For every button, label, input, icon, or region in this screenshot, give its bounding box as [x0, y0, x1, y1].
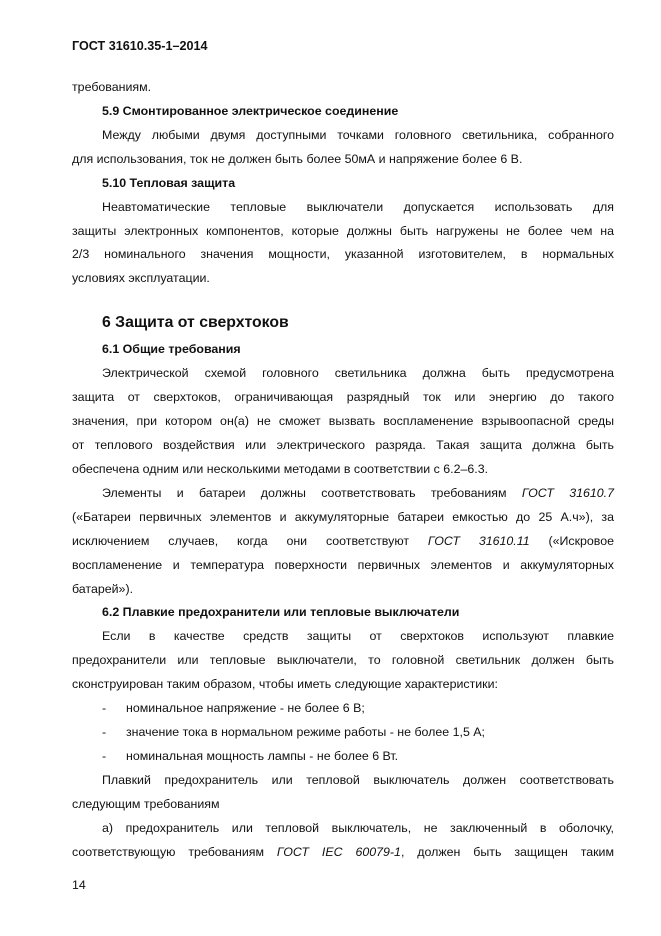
subsection-heading-6-1: 6.1 Общие требования	[102, 342, 241, 356]
standard-reference: ГОСТ IEC 60079-1	[276, 845, 401, 859]
list-marker: -	[102, 749, 107, 763]
text-line: Плавкий предохранитель или тепловой выключатель должен соответствовать	[102, 773, 614, 787]
text-line: Неавтоматические тепловые выключатели допускается использовать для	[102, 200, 614, 214]
text-line: Элементы и батареи должны соответствовать требованиям ГОСТ 31610.7	[102, 486, 614, 500]
standard-reference: ГОСТ 31610.11	[427, 534, 530, 548]
text-line: от теплового воздействия или электрического разряда. Такая защита должна быть	[72, 438, 614, 452]
subsection-heading-6-2: 6.2 Плавкие предохранители или тепловые выключатели	[102, 605, 460, 619]
section-heading-6: 6 Защита от сверхтоков	[102, 314, 289, 331]
text-line: Электрической схемой головного светильника должна быть предусмотрена	[102, 366, 614, 380]
text-line: Между любыми двумя доступными точками головного светильника, собранного	[102, 128, 614, 142]
text-line: защиты электронных компонентов, которые должны быть нагружены не более чем на	[72, 224, 614, 238]
text-line: батарей»).	[72, 582, 134, 596]
page-header: ГОСТ 31610.35-1–2014	[72, 39, 208, 53]
page-number: 14	[72, 878, 86, 892]
text-line: соответствующую требованиям ГОСТ IEC 60079-1, должен быть защищен таким	[72, 845, 614, 859]
paragraph-continuation: требованиям.	[72, 80, 152, 94]
text-line: 2/3 номинального значения мощности, указанной изготовителем, в нормальных	[72, 247, 614, 261]
text-line: предохранители или тепловые выключатели, то головной светильник должен быть	[72, 653, 614, 667]
subsection-heading-5-10: 5.10 Тепловая защита	[102, 176, 236, 190]
subsection-heading-5-9: 5.9 Смонтированное электрическое соединение	[102, 104, 399, 118]
list-marker: -	[102, 725, 107, 739]
text-line: а) предохранитель или тепловой выключатель, не заключенный в оболочку,	[102, 821, 614, 835]
text-line: для использования, ток не должен быть более 50мА и напряжение более 6 В.	[72, 152, 523, 166]
text-line: («Батареи первичных элементов и аккумуляторные батареи емкостью до 25 А.ч»), за	[72, 510, 614, 524]
text-line: условиях эксплуатации.	[72, 271, 210, 285]
text-line: сконструирован таким образом, чтобы иметь следующие характеристики:	[72, 677, 498, 691]
text-line: Если в качестве средств защиты от сверхтоков используют плавкие	[102, 629, 614, 643]
text-line: защита от сверхтоков, ограничивающая разрядный ток или энергию до такого	[72, 390, 614, 404]
text-line: исключением случаев, когда они соответствуют ГОСТ 31610.11 («Искровое	[72, 534, 615, 548]
text-line: значения, при котором он(а) не сможет вызвать воспламенение взрывоопасной среды	[72, 414, 614, 428]
text-line: воспламенение и температура поверхности первичных элементов и аккумуляторных	[72, 558, 614, 572]
standard-reference: ГОСТ 31610.7	[521, 486, 614, 500]
list-marker: -	[102, 701, 107, 715]
text-line: следующим требованиям	[72, 797, 220, 811]
text-line: обеспечена одним или несколькими методами в соответствии с 6.2–6.3.	[72, 462, 489, 476]
